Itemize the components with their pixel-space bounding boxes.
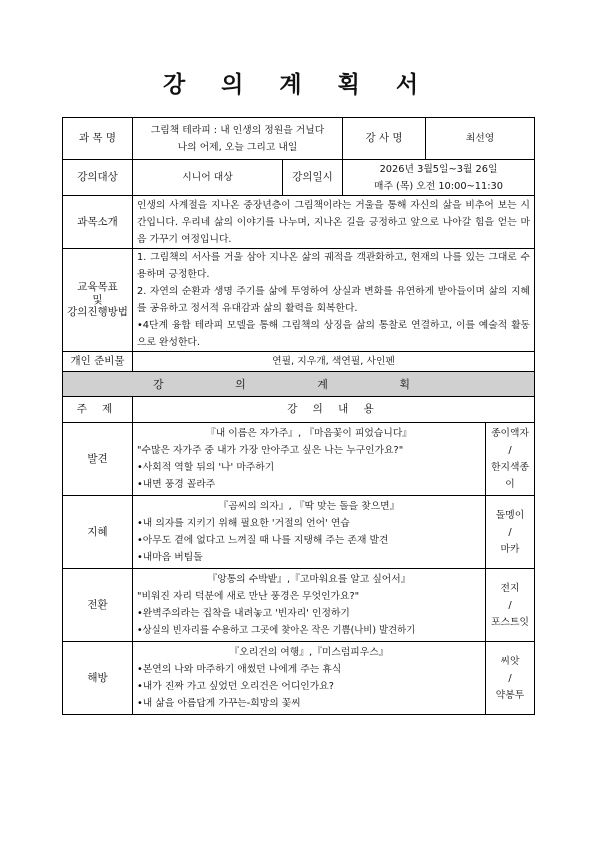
book-titles: 『오리건의 여행』,『미스럼피우스』 bbox=[229, 647, 389, 658]
material-2: 약봉투 bbox=[495, 689, 525, 701]
subject-line-1: 그림책 테라피 : 내 인생의 정원을 거닐다 bbox=[150, 124, 325, 136]
plan-theme: 지혜 bbox=[63, 496, 133, 569]
supplies-label: 개인 준비물 bbox=[63, 352, 133, 372]
content-line: •아무도 곁에 없다고 느껴질 때 나를 지탱해 주는 존재 발견 bbox=[137, 535, 389, 546]
plan-materials bbox=[486, 642, 535, 715]
book-titles: 『앙통의 수박밭』,『고마워요를 알고 싶어서』 bbox=[207, 574, 411, 585]
content-line: •내마음 버팀돌 bbox=[137, 552, 203, 563]
plan-content bbox=[133, 496, 486, 569]
subject-label: 과 목 명 bbox=[63, 118, 133, 160]
plan-content bbox=[133, 423, 486, 496]
plan-materials bbox=[486, 496, 535, 569]
schedule-label: 강의일시 bbox=[283, 160, 343, 196]
intro-label: 과목소개 bbox=[63, 196, 133, 249]
schedule-line-1: 2026년 3월5일~3월 26일 bbox=[379, 163, 498, 175]
material-separator: / bbox=[508, 599, 512, 611]
content-line: •내 삶을 아름답게 가꾸는-희망의 꽃씨 bbox=[137, 698, 301, 709]
plan-materials bbox=[486, 569, 535, 642]
content-line: •완벽주의라는 집착을 내려놓고 '빈자리' 인정하기 bbox=[137, 608, 350, 619]
goal-item: •4단계 융합 테라피 모델을 통해 그림책의 상징을 삶의 통찰로 연결하고, 이를 예술적 활동으로 완성한다. bbox=[137, 320, 531, 348]
subject-value bbox=[133, 118, 343, 160]
goals-label bbox=[63, 249, 133, 352]
goals-label-line-3: 강의진행방법 bbox=[67, 306, 128, 318]
document-title: 강 의 계 획 서 bbox=[162, 72, 433, 98]
content-line: •사회적 역할 뒤의 '나' 마주하기 bbox=[137, 462, 275, 473]
plan-theme: 해방 bbox=[63, 642, 133, 715]
lecture-plan-table bbox=[62, 371, 535, 715]
content-line: •본연의 나와 마주하기 애썼던 나에게 주는 휴식 bbox=[137, 664, 342, 675]
content-header: 강 의 내 용 bbox=[133, 397, 535, 423]
material-2: 한지색종이 bbox=[491, 462, 529, 490]
plan-materials bbox=[486, 423, 535, 496]
content-line: "비워진 자리 덕분에 새로 만난 풍경은 무엇인가요?" bbox=[137, 591, 360, 602]
goal-item: 2. 자연의 순환과 생명 주기를 삶에 투영하여 상실과 변화를 유연하게 받아들이며 삶의 지혜를 공유하고 정서적 유대감과 삶의 활력을 회복한다. bbox=[137, 286, 531, 314]
plan-theme: 전환 bbox=[63, 569, 133, 642]
material-1: 돌멩이 bbox=[495, 509, 525, 521]
supplies-value: 연필, 지우개, 색연필, 사인펜 bbox=[133, 352, 535, 372]
schedule-value bbox=[343, 160, 535, 196]
plan-content bbox=[133, 642, 486, 715]
plan-row bbox=[63, 642, 535, 715]
material-separator: / bbox=[508, 526, 512, 538]
goals-text bbox=[133, 249, 535, 352]
intro-text: 인생의 사계절을 지나온 중장년층이 그림책이라는 거울을 통해 자신의 삶을 비추어 보는 시간입니다. 우리네 삶의 이야기를 나누며, 지나온 길을 긍정하고 앞으로 나아갈 힘을 얻는 마음 가꾸기 여정입니다. bbox=[133, 196, 535, 249]
content-line: •내 의자를 지키기 위해 필요한 '거절의 언어' 연습 bbox=[137, 518, 350, 529]
subject-line-2: 나의 어제, 오늘 그리고 내일 bbox=[177, 141, 298, 153]
material-separator: / bbox=[508, 445, 512, 456]
instructor-value: 최선영 bbox=[426, 118, 535, 160]
material-separator: / bbox=[508, 672, 512, 684]
material-2: 마카 bbox=[500, 543, 520, 555]
plan-row bbox=[63, 496, 535, 569]
content-line: •내면 풍경 꼴라주 bbox=[137, 479, 216, 490]
goals-label-line-1: 교육목표 bbox=[77, 281, 118, 293]
book-titles: 『곰씨의 의자』, 『딱 맞는 돌을 찾으면』 bbox=[218, 501, 400, 512]
plan-theme: 발견 bbox=[63, 423, 133, 496]
course-info-table bbox=[62, 117, 535, 372]
plan-banner: 강 의 계 획 bbox=[63, 372, 535, 397]
instructor-label: 강 사 명 bbox=[343, 118, 426, 160]
goals-label-line-2: 및 bbox=[92, 294, 103, 306]
book-titles: 『내 이름은 자가주』, 『마음꽃이 피었습니다』 bbox=[205, 428, 413, 439]
content-line: •내가 진짜 가고 싶었던 오리건은 어디인가요? bbox=[137, 681, 334, 692]
target-value: 시니어 대상 bbox=[133, 160, 283, 196]
schedule-line-2: 매주 (목) 오전 10:00~11:30 bbox=[374, 180, 503, 192]
material-1: 씨앗 bbox=[500, 655, 520, 667]
material-1: 전지 bbox=[500, 582, 520, 594]
goal-item: 1. 그림책의 서사를 거울 삼아 지나온 삶의 궤적을 객관화하고, 현재의 나를 있는 그대로 수용하며 긍정한다. bbox=[137, 252, 531, 280]
content-line: •상실의 빈자리를 수용하고 그곳에 찾아온 작은 기쁨(나비) 발견하기 bbox=[137, 625, 416, 636]
plan-content bbox=[133, 569, 486, 642]
theme-header: 주 제 bbox=[63, 397, 133, 423]
plan-row bbox=[63, 569, 535, 642]
content-line: "수많은 자가주 중 내가 가장 안아주고 싶은 나는 누구인가요?" bbox=[137, 445, 404, 456]
material-2: 포스트잇 bbox=[491, 616, 529, 628]
material-1: 종이액자 bbox=[491, 428, 529, 439]
target-label: 강의대상 bbox=[63, 160, 133, 196]
plan-row bbox=[63, 423, 535, 496]
